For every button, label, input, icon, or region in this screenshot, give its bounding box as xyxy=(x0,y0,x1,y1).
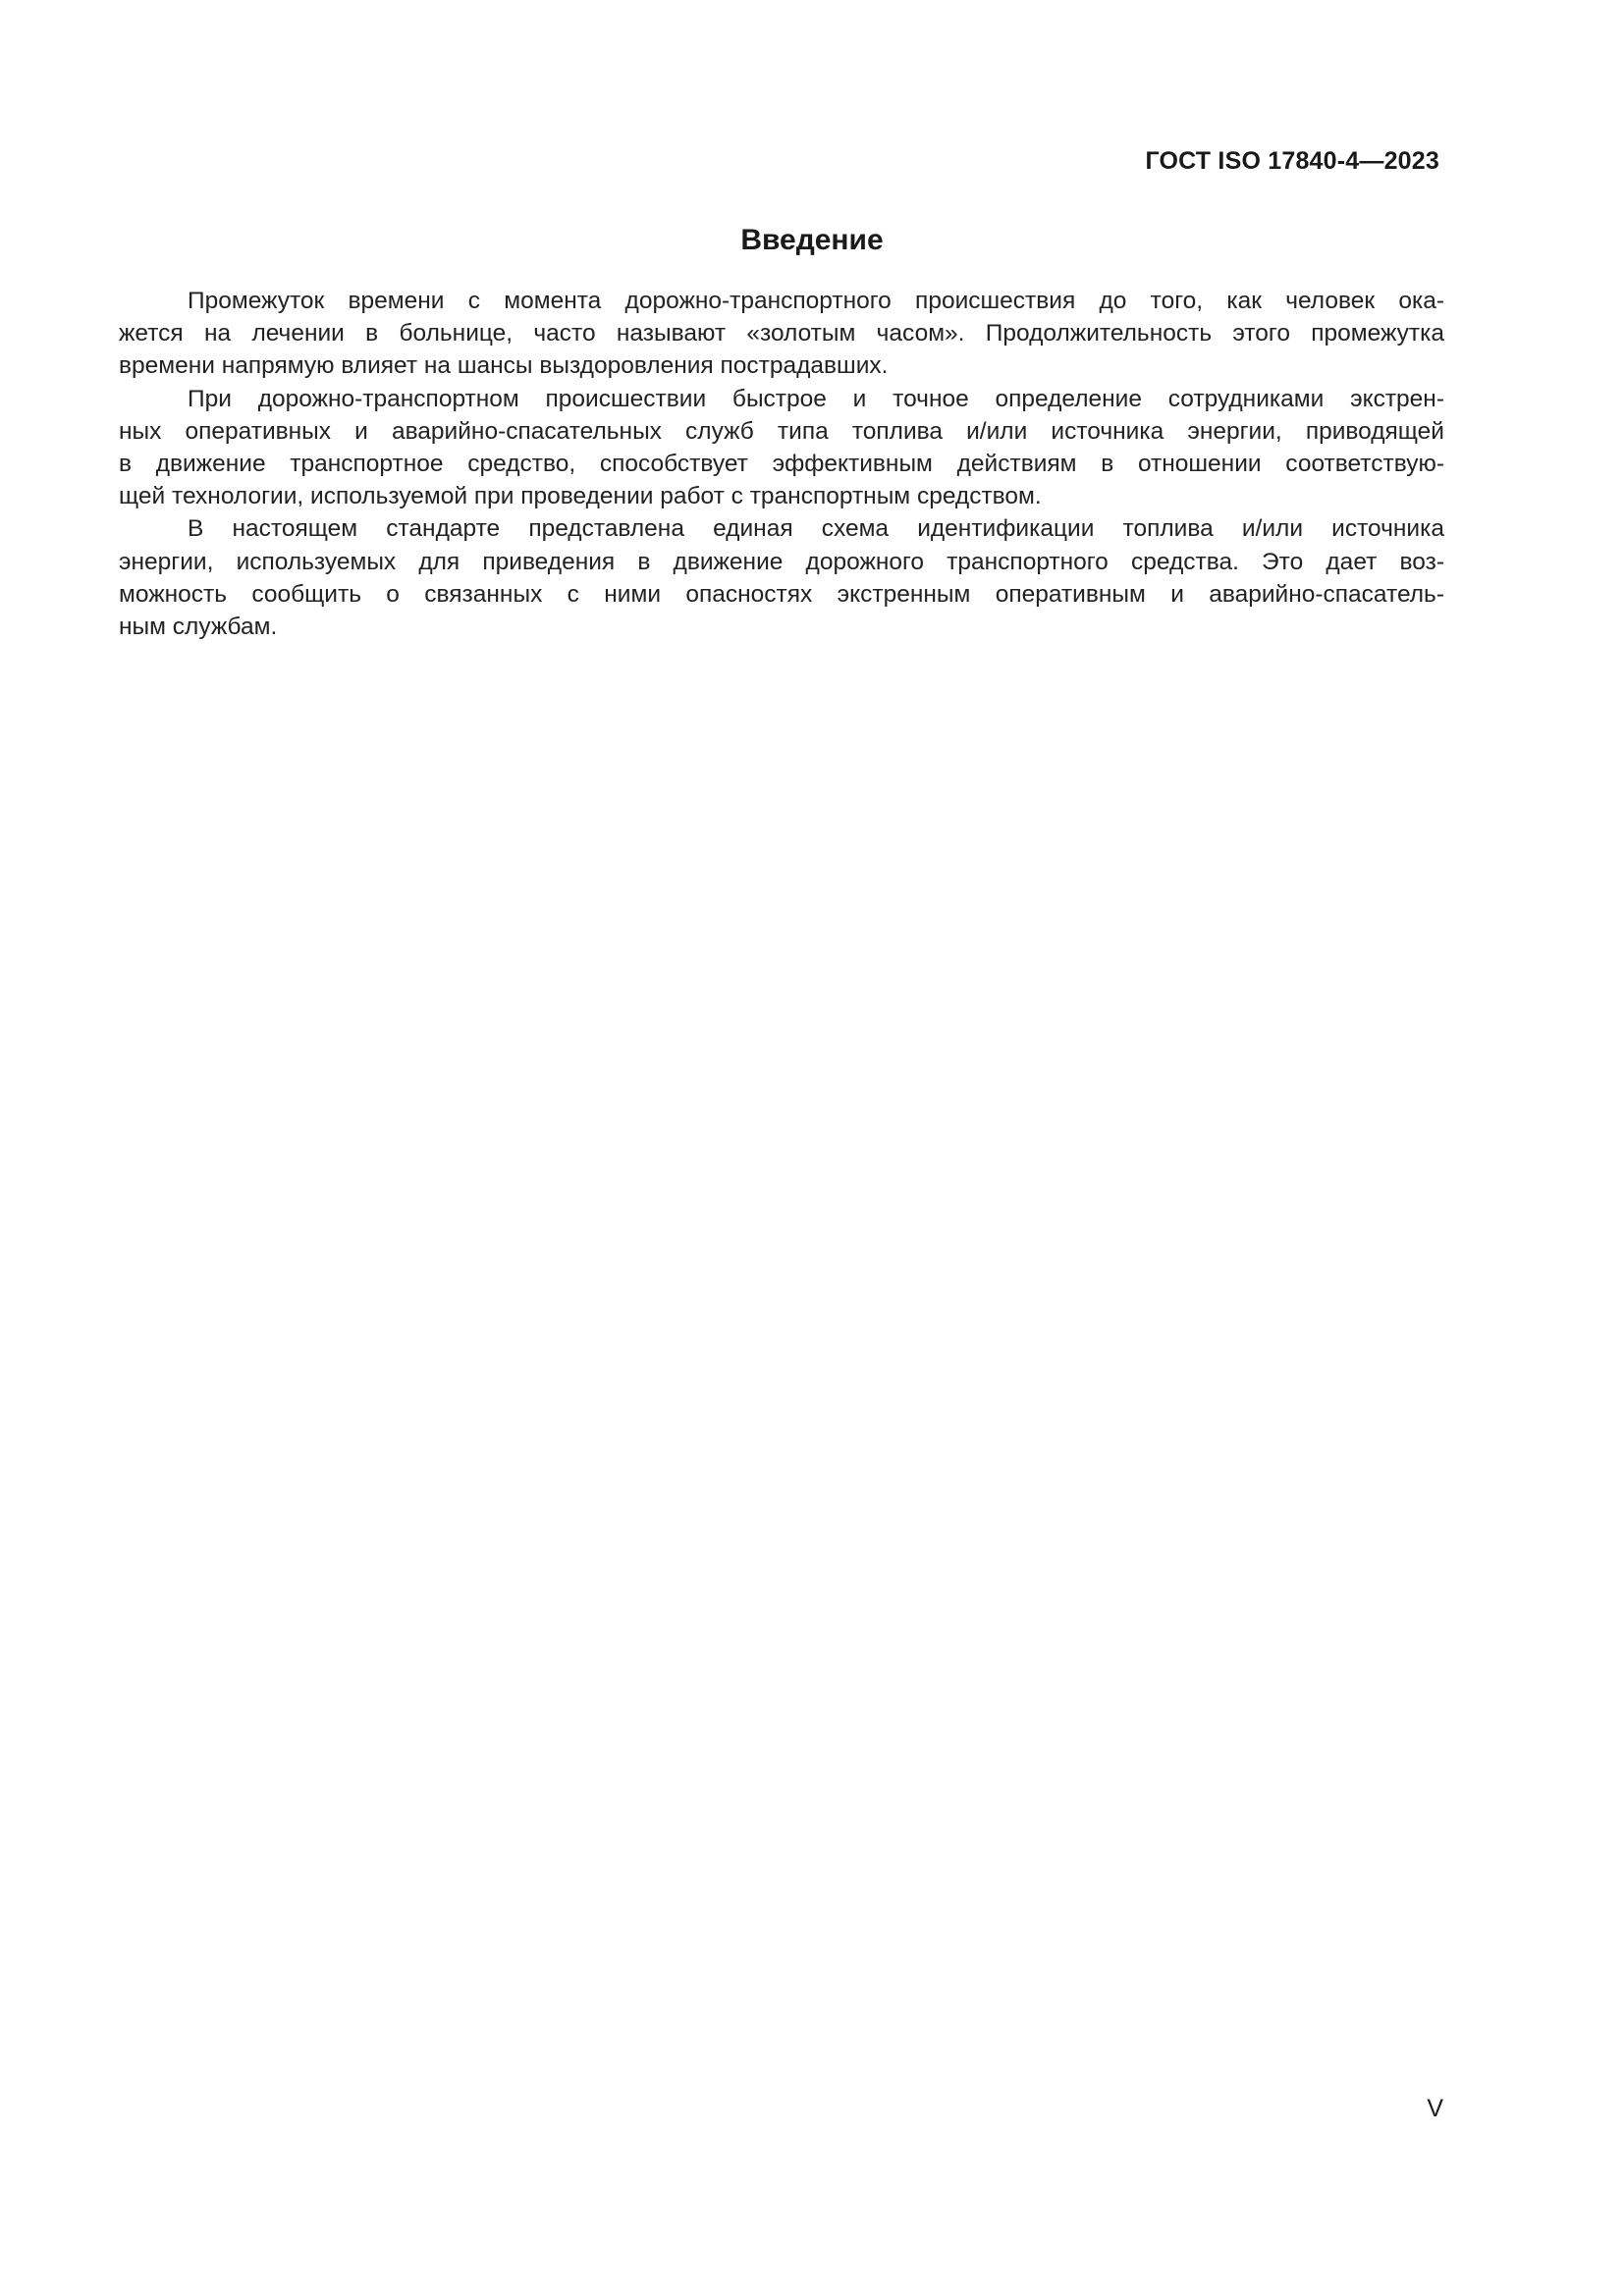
text-line: ным службам. xyxy=(119,614,278,641)
text-line: жется на лечении в больнице, часто называют «золотым часом». Продолжительность этого промежутка xyxy=(119,320,1444,347)
text-line: Промежуток времени с момента дорожно-транспортного происшествия до того, как человек ока- xyxy=(188,288,1444,314)
document-designation: ГОСТ ISO 17840-4—2023 xyxy=(1145,147,1439,175)
text-line: в движение транспортное средство, способствует эффективным действиям в отношении соответствую- xyxy=(119,451,1444,478)
text-line: можность сообщить о связанных с ними опасностях экстренным оперативным и аварийно-спасатель- xyxy=(119,580,1444,608)
paragraph xyxy=(119,285,1444,383)
paragraph xyxy=(119,383,1444,513)
page-number: V xyxy=(1427,2095,1443,2122)
text-line: В настоящем стандарте представлена единая схема идентификации топлива и/или источника xyxy=(188,515,1444,543)
text-line: ных оперативных и аварийно-спасательных служб типа топлива и/или источника энергии, приводящей xyxy=(119,417,1444,445)
text-line: При дорожно-транспортном происшествии быстрое и точное определение сотрудниками экстрен- xyxy=(188,385,1444,412)
text-line: времени напрямую влияет на шансы выздоровления пострадавших. xyxy=(119,352,889,380)
introduction-body xyxy=(119,285,1444,643)
paragraph xyxy=(119,512,1444,643)
text-line: энергии, используемых для приведения в движение дорожного транспортного средства. Это дает воз- xyxy=(119,548,1444,575)
section-title: Введение xyxy=(740,224,884,256)
text-line: щей технологии, используемой при проведении работ с транспортным средством. xyxy=(119,483,1042,510)
